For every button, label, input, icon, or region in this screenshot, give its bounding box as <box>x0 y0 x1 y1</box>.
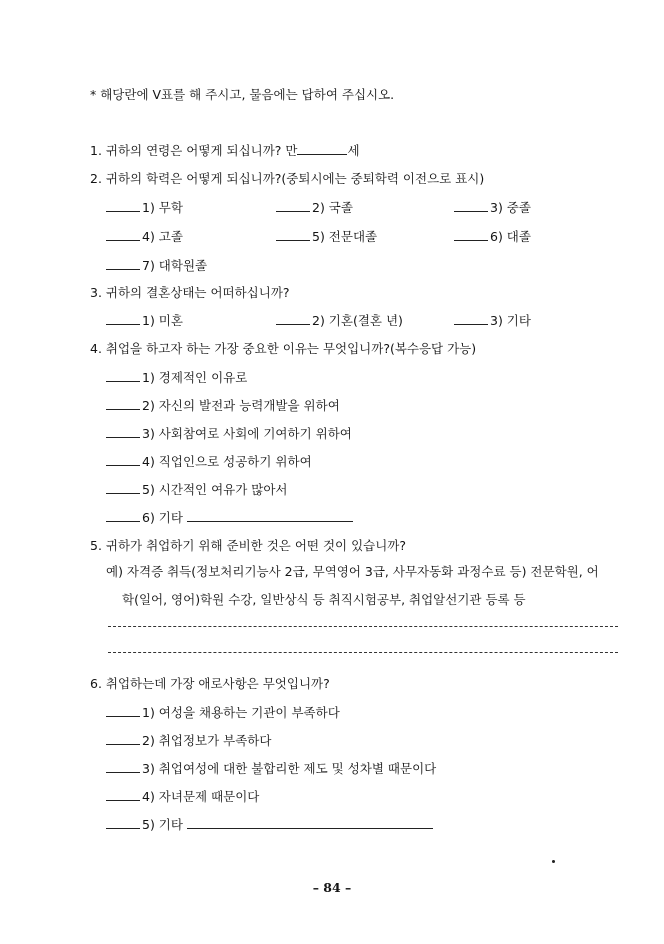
q3-option[interactable]: 2) 기혼(결혼 년) <box>276 312 403 330</box>
q3-option[interactable]: 1) 미혼 <box>106 312 183 330</box>
age-blank[interactable] <box>297 142 347 155</box>
answer-blank[interactable] <box>106 453 140 466</box>
q4-option[interactable]: 6) 기타 <box>106 509 353 527</box>
q6-option[interactable]: 2) 취업정보가 부족하다 <box>106 732 271 750</box>
q2-option[interactable]: 6) 대졸 <box>454 228 531 246</box>
q2-option[interactable]: 3) 중졸 <box>454 199 531 217</box>
q4-option[interactable]: 3) 사회참여로 사회에 기여하기 위하여 <box>106 425 352 443</box>
answer-blank[interactable] <box>454 199 488 212</box>
answer-line[interactable] <box>108 652 618 653</box>
q2-option[interactable]: 2) 국졸 <box>276 199 353 217</box>
question-1 <box>90 142 360 160</box>
answer-blank[interactable] <box>454 228 488 241</box>
q4-option[interactable]: 5) 시간적인 여유가 많아서 <box>106 481 288 499</box>
q4-option[interactable]: 2) 자신의 발전과 능력개발을 위하여 <box>106 397 340 415</box>
other-difficulty-field[interactable] <box>187 816 433 829</box>
answer-blank[interactable] <box>106 760 140 773</box>
q4-option[interactable]: 1) 경제적인 이유로 <box>106 369 247 387</box>
q6-option[interactable]: 1) 여성을 채용하는 기관이 부족하다 <box>106 704 340 722</box>
q2-option[interactable]: 1) 무학 <box>106 199 183 217</box>
answer-blank[interactable] <box>106 704 140 717</box>
answer-blank[interactable] <box>276 199 310 212</box>
question-2-text: 2. 귀하의 학력은 어떻게 되십니까?(중퇴시에는 중퇴학력 이전으로 표시) <box>90 171 485 186</box>
answer-blank[interactable] <box>106 312 140 325</box>
question-3-text: 3. 귀하의 결혼상태는 어떠하십니까? <box>90 285 290 300</box>
question-1-suffix: 세 <box>347 143 360 158</box>
scan-dot <box>552 860 555 863</box>
answer-blank[interactable] <box>106 816 140 829</box>
q6-option[interactable]: 4) 자녀문제 때문이다 <box>106 788 259 806</box>
answer-blank[interactable] <box>106 509 140 522</box>
question-5-text: 5. 귀하가 취업하기 위해 준비한 것은 어떤 것이 있습니까? <box>90 538 406 553</box>
q3-option[interactable]: 3) 기타 <box>454 312 531 330</box>
answer-blank[interactable] <box>276 312 310 325</box>
page-number: – 84 – <box>312 880 352 895</box>
answer-blank[interactable] <box>106 788 140 801</box>
question-4-text: 4. 취업을 하고자 하는 가장 중요한 이유는 무엇입니까?(복수응답 가능) <box>90 341 477 356</box>
question-1-text: 1. 귀하의 연령은 어떻게 되십니까? 만 <box>90 143 298 158</box>
q2-option[interactable]: 5) 전문대졸 <box>276 228 377 246</box>
q6-option[interactable]: 5) 기타 <box>106 816 433 834</box>
answer-blank[interactable] <box>454 312 488 325</box>
q2-option[interactable]: 7) 대학원졸 <box>106 257 207 275</box>
answer-blank[interactable] <box>106 425 140 438</box>
answer-blank[interactable] <box>106 481 140 494</box>
answer-blank[interactable] <box>106 199 140 212</box>
q6-option[interactable]: 3) 취업여성에 대한 불합리한 제도 및 성차별 때문이다 <box>106 760 436 778</box>
answer-blank[interactable] <box>106 228 140 241</box>
q2-option[interactable]: 4) 고졸 <box>106 228 183 246</box>
other-reason-field[interactable] <box>187 509 353 522</box>
q4-option[interactable]: 4) 직업인으로 성공하기 위하여 <box>106 453 312 471</box>
answer-blank[interactable] <box>106 369 140 382</box>
answer-blank[interactable] <box>276 228 310 241</box>
answer-line[interactable] <box>108 626 618 627</box>
q5-example-line1: 예) 자격증 취득(정보처리기능사 2급, 무역영어 3급, 사무자동화 과정수료 등) 전문학원, 어 <box>106 564 599 579</box>
question-6-text: 6. 취업하는데 가장 애로사항은 무엇입니까? <box>90 676 330 691</box>
instruction-text: * 해당란에 V표를 해 주시고, 물음에는 답하여 주십시오. <box>90 87 395 102</box>
answer-blank[interactable] <box>106 397 140 410</box>
answer-blank[interactable] <box>106 257 140 270</box>
answer-blank[interactable] <box>106 732 140 745</box>
q5-example-line2: 학(일어, 영어)학원 수강, 일반상식 등 취직시험공부, 취업알선기관 등록 등 <box>122 592 526 607</box>
